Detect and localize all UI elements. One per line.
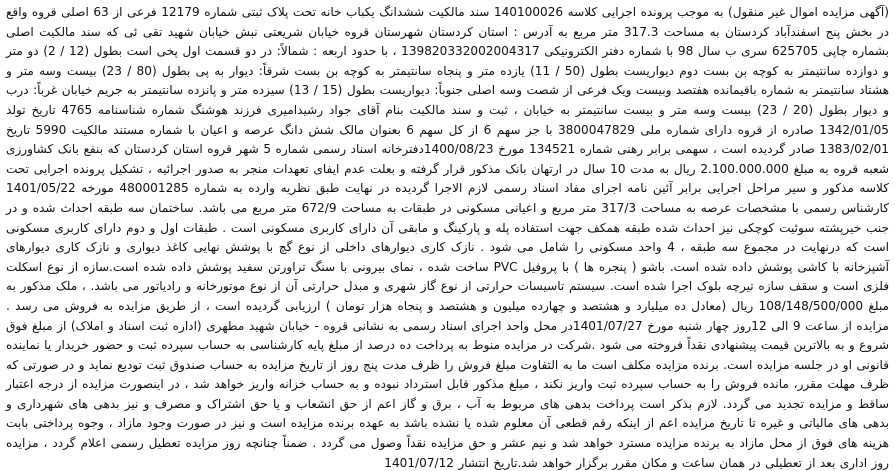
notice-body-text: (آگهی مزایده اموال غیر منقول) به موجب پرونده اجرایی کلاسه 140100026 سند مالکیت ششدانگ یکباب خانه تحت پلاک ثبتی شماره 12179 فرعی از 63 اصلی قروه واقع در بخش پنج اسفندآباد کردستان به مساحت 317.3 متر مربع به آدرس : استان کردستان شهرستان قروه خیابان شریعتی نبش خیابان شهید تقی ئی که سند مالکیت اصلی بشماره چاپی 625705 سری ب سال 98 با شماره دفتر الکترونیکی 139820332002004317 ، با حدود اربعه : شمالاً: در دو قسمت اول پخی است بطول (12 / 2) دو متر و دوازده سانتیمتر به کوچه بن بست دوم دیواریست بطول (50 / 11) یازده متر و پنجاه سانتیمتر به کوچه بن بست شرقاً: دیوار به پی بطول (80 / 23) بیست وسه متر و هشتاد سانتیمتر به شماره باقیمانده هفتصد وبیست ویک فرعی از شصت وسه اصلی جنوباً: دیواریست بطول (15 / 13) سیزده متر و پانزده سانتیمتر به جریم خیابان غرباً: درب و دیوار بطول (20 / 23) بیست وسه متر و بیست سانتیمتر به خیابان ، ثبت و سند مالکیت بنام آقای جواد رشیدامیری فرزند هوشنگ شماره شناسنامه 4765 تاریخ تولد 1342/01/05 صادره از قروه دارای شماره ملی 3800047829 با جز سهم 6 از کل سهم 6 بعنوان مالک شش دانگ عرصه و اعیان با شماره مستند مالکیت 5990 تاریخ 1383/02/01 صادر گردیده است ، سهمی برابر رهنی شماره 134521 مورخ 1400/08/23دفترخانه اسناد رسمی شماره 5 شهر قروه استان کردستان که بنفع بانک کشاورزی شعبه قروه به مبلغ 2.100.000.000 ریال به مدت 10 سال در ارتهان بانک مذکور قرار گرفته و بعلت عدم ایفای تعهدات منجر به صدور اجرائیه ، تشکیل پرونده اجرایی تحت کلاسه مذکور و سیر مراحل اجرایی برابر آئین نامه اجرای مفاد اسناد رسمی لازم الاجرا گردیده در نهایت طبق نظریه وارده به شماره 480001285 مورخه 1401/05/22 کارشناس رسمی با مشخصات عرصه به مساحت 317/3 متر مربع و اعیانی مسکونی در طبقات به مساحت 672/9 متر مربع می باشد. ساختمان سه طبقه احداث شده و در جنب خیرپشته سوئیت کوچکی نیز احداث شده طبقه همکف جهت استفاده پله و پارکینگ و مابقی آن دارای کاربری مسکونی است . طبقات اول و دوم دارای کاربری مسکونی است که درنهایت در مجموع سه طبقه ، 4 واحد مسکونی را شامل می شود . نازک کاری دیوارهای داخلی از نوع گچ با پوشش نهایی کاغذ دیواری و نازک کاری دیوارهای آشپزخانه با کاشی پوشش داده شده است. باشو ( پنجره ها ) با پروفیل PVC ساخت شده ، نمای بیرونی با سنگ تراورتن سفید پوشش داده شده است.سازه از نوع اسکلت فلزی است و سقف سازه تیرچه بلوک اجرا شده است. سیستم تاسیسات حرارتی از نوع گاز شهری و مبدل حرارتی آن از نوع موتورخانه و رادیاتور می باشد. ، ملک مذکور به مبلغ 108/148/500/000 ریال (معادل ده میلیارد و هشتصد و چهارده میلیون و هشتصد و پنجاه هزار تومان ) ارزیابی گردیده است ، از طریق مزایده به فروش می رسد . مزایده از ساعت 9 الی 12روز چهار شنبه مورخ 1401/07/27در محل واحد اجرای اسناد رسمی به نشانی قروه - خیابان شهید مطهری (اداره ثبت اسناد و املاک) از مبلغ فوق شروع و به بالاترین قیمت پیشنهادی نقداً فروخته می شود .شرکت در مزایده منوط به پرداخت ده درصد از مبلغ پایه کارشناسی به حساب سپرده ثبت و حضور خریدار یا نماینده قانونی او در جلسه مزایده است. برنده مزایده مکلف است ما به التفاوت مبلغ فروش را ظرف مدت پنج روز از تاریخ مزایده به حساب صندوق ثبت تودیع نماید و در صورتی که ظرف مهلت مقرر، مانده فروش را به حساب سپرده ثبت واریز نکند ، مبلغ مذکور قابل استرداد نبوده و به حساب خزانه واریز خواهد شد ، در اینصورت مزایده از درجه اعتبار ساقط و مزایده تجدید می گردد. لازم بذکر است پرداخت بدهی های مربوط به آب ، برق و گاز اعم از حق انشعاب و یا حق اشتراک و مصرف و نیز بدهی های شهرداری و بدهی های مالیاتی و غیره تا تاریخ مزایده اعم از اینکه رقم قطعی آن معلوم شده یا نشده باشد به عهده برنده مزایده است و نیز در صورت وجود مازاد ، وجوه پرداختی بابت هزینه های فوق از محل مازاد به برنده مزایده مسترد خواهد شد و نیم عشر و حق مزایده نقداً وصول می گردد . ضمناً چنانچه روز مزایده تعطیل رسمی اعلام گردد ، مزایده روز اداری بعد از تعطیلی در همان ساعت و مکان مقرر برگزار خواهد شد.تاریخ انتشار 1401/07/12 bbox=[6, 5, 890, 470]
